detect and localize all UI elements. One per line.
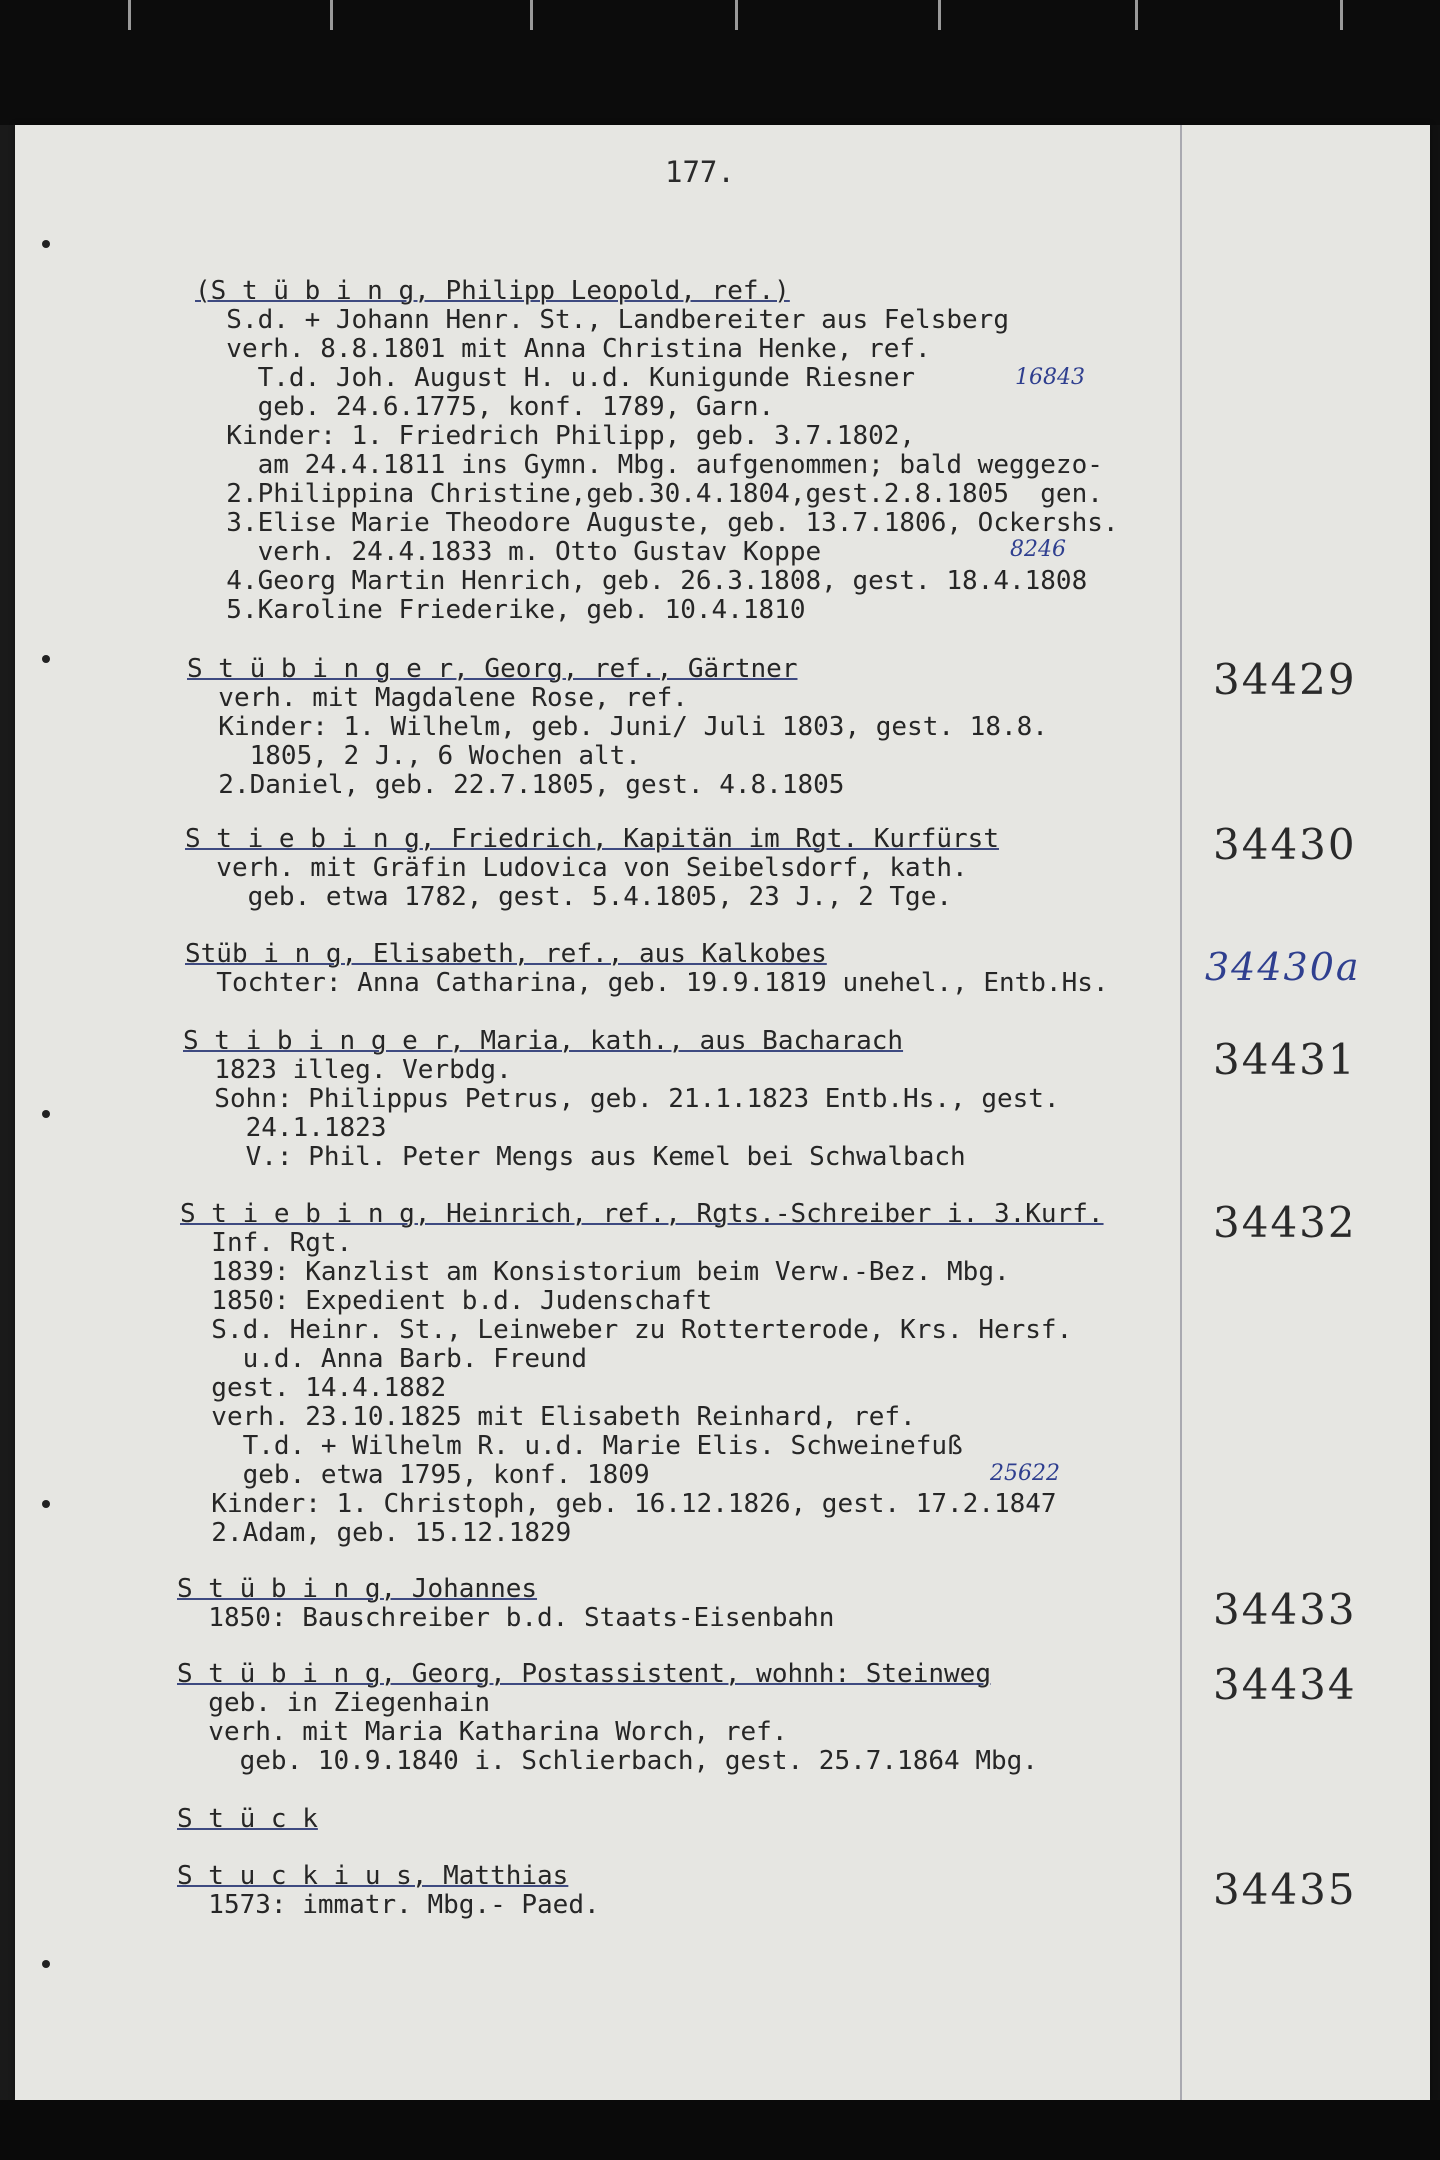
entry-line: Sohn: Philippus Petrus, geb. 21.1.1823 Entb.Hs., gest. [183, 1084, 1060, 1114]
margin-rule [1180, 125, 1182, 2100]
entry-line: gest. 14.4.1882 [180, 1373, 447, 1403]
entry-line: geb. etwa 1782, gest. 5.4.1805, 23 J., 2 Tge. [185, 882, 953, 912]
entry-line: 2.Philippina Christine,geb.30.4.1804,gest.2.8.1805 gen. [195, 479, 1103, 509]
ruler-tick [530, 0, 533, 30]
entry-line: V.: Phil. Peter Mengs aus Kemel bei Schwalbach [183, 1142, 966, 1172]
page-number: 177. [665, 155, 735, 189]
section-heading: S t ü c k [177, 1804, 318, 1834]
entry-heading: S t ü b i n g e r, Georg, ref., Gärtner [187, 654, 798, 684]
entry-heading: (S t ü b i n g, Philipp Leopold, ref.) [195, 276, 790, 306]
entry-line: 1839: Kanzlist am Konsistorium beim Verw.-Bez. Mbg. [180, 1257, 1010, 1287]
record-number: 34433 [1213, 1585, 1357, 1634]
entry-line: Tochter: Anna Catharina, geb. 19.9.1819 unehel., Entb.Hs. [185, 968, 1109, 998]
entry-line: verh. mit Gräfin Ludovica von Seibelsdorf, kath. [185, 853, 968, 883]
entry-line: 1573: immatr. Mbg.- Paed. [177, 1890, 600, 1920]
entry-line: geb. in Ziegenhain [177, 1688, 491, 1718]
entry-line: verh. 24.4.1833 m. Otto Gustav Koppe [195, 537, 822, 567]
entry-line: verh. 23.10.1825 mit Elisabeth Reinhard, ref. [180, 1402, 916, 1432]
record-number: 34435 [1213, 1865, 1357, 1914]
entry-line: verh. mit Maria Katharina Worch, ref. [177, 1717, 788, 1747]
entry-line: geb. etwa 1795, konf. 1809 [180, 1460, 650, 1490]
punch-hole [42, 1960, 50, 1968]
handwritten-note: 16843 [1015, 365, 1085, 390]
record-number-handwritten: 34430a [1205, 945, 1361, 989]
entry-line: 1850: Expedient b.d. Judenschaft [180, 1286, 713, 1316]
ruler-tick [128, 0, 131, 30]
entry-line: 4.Georg Martin Henrich, geb. 26.3.1808, gest. 18.4.1808 [195, 566, 1088, 596]
entry-line: T.d. + Wilhelm R. u.d. Marie Elis. Schweinefuß [180, 1431, 963, 1461]
entry-line: verh. mit Magdalene Rose, ref. [187, 683, 688, 713]
entry-line: am 24.4.1811 ins Gymn. Mbg. aufgenommen; bald weggezo- [195, 450, 1103, 480]
entry-line: 2.Adam, geb. 15.12.1829 [180, 1518, 572, 1548]
entry-line: 24.1.1823 [183, 1113, 387, 1143]
handwritten-note: 8246 [1010, 537, 1066, 562]
entry-line: Kinder: 1. Wilhelm, geb. Juni/ Juli 1803, gest. 18.8. [187, 712, 1048, 742]
entry-line: geb. 10.9.1840 i. Schlierbach, gest. 25.7.1864 Mbg. [177, 1746, 1038, 1776]
punch-hole [42, 1500, 50, 1508]
record-number: 34432 [1213, 1198, 1357, 1247]
record-number: 34429 [1213, 655, 1357, 704]
entry-line: 1823 illeg. Verbdg. [183, 1055, 512, 1085]
entry-line: 3.Elise Marie Theodore Auguste, geb. 13.7.1806, Ockershs. [195, 508, 1119, 538]
entry-line: u.d. Anna Barb. Freund [180, 1344, 587, 1374]
punch-hole [42, 240, 50, 248]
punch-hole [42, 655, 50, 663]
record-number: 34434 [1213, 1660, 1357, 1709]
scan-bottom-border [0, 2100, 1440, 2160]
entry-line: 1850: Bauschreiber b.d. Staats-Eisenbahn [177, 1603, 835, 1633]
ruler-tick [735, 0, 738, 30]
entry-heading: S t i e b i n g, Friedrich, Kapitän im Rgt. Kurfürst [185, 824, 999, 854]
entry-line: verh. 8.8.1801 mit Anna Christina Henke, ref. [195, 334, 931, 364]
entry-line: geb. 24.6.1775, konf. 1789, Garn. [195, 392, 775, 422]
punch-hole [42, 1110, 50, 1118]
record-number: 34431 [1213, 1035, 1357, 1084]
ruler-tick [1340, 0, 1343, 30]
entry-heading: S t i b i n g e r, Maria, kath., aus Bacharach [183, 1026, 904, 1056]
index-card-page [15, 125, 1430, 2100]
scan-left-border [0, 125, 15, 2155]
record-number: 34430 [1213, 820, 1357, 869]
entry-line: Inf. Rgt. [180, 1228, 353, 1258]
entry-heading: S t ü b i n g, Georg, Postassistent, wohnh: Steinweg [177, 1659, 991, 1689]
entry-line: T.d. Joh. August H. u.d. Kunigunde Riesner [195, 363, 916, 393]
entry-line: S.d. + Johann Henr. St., Landbereiter aus Felsberg [195, 305, 1009, 335]
ruler-tick [330, 0, 333, 30]
entry-heading: S t ü b i n g, Johannes [177, 1574, 538, 1604]
ruler-tick [1135, 0, 1138, 30]
ruler-tick [938, 0, 941, 30]
entry-line: 2.Daniel, geb. 22.7.1805, gest. 4.8.1805 [187, 770, 845, 800]
entry-line: Kinder: 1. Christoph, geb. 16.12.1826, gest. 17.2.1847 [180, 1489, 1057, 1519]
entry-heading: Stüb i n g, Elisabeth, ref., aus Kalkobes [185, 939, 827, 969]
scan-top-border [0, 0, 1440, 125]
entry-line: 5.Karoline Friederike, geb. 10.4.1810 [195, 595, 806, 625]
entry-line: 1805, 2 J., 6 Wochen alt. [187, 741, 641, 771]
handwritten-note: 25622 [990, 1461, 1060, 1486]
entry-line: S.d. Heinr. St., Leinweber zu Rotterterode, Krs. Hersf. [180, 1315, 1073, 1345]
entry-line: Kinder: 1. Friedrich Philipp, geb. 3.7.1802, [195, 421, 916, 451]
entry-heading: S t u c k i u s, Matthias [177, 1861, 569, 1891]
entry-heading: S t i e b i n g, Heinrich, ref., Rgts.-Schreiber i. 3.Kurf. [180, 1199, 1104, 1229]
